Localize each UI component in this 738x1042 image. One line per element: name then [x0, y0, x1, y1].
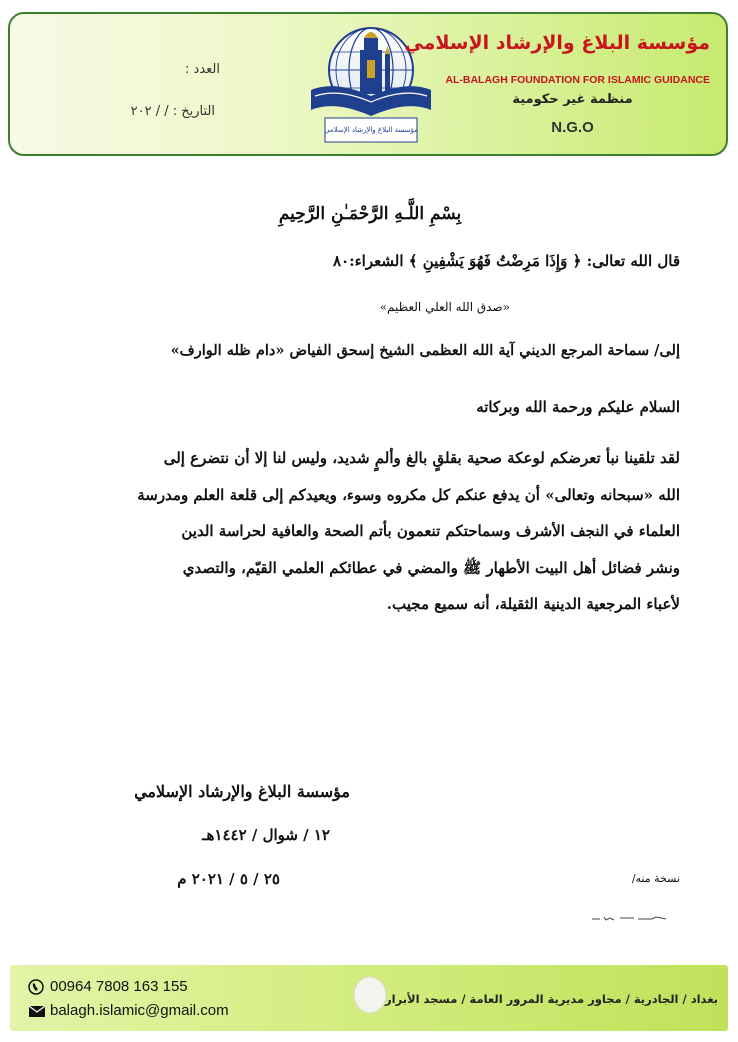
phone-contact — [28, 978, 188, 995]
org-name-arabic: مؤسسة البلاغ والإرشاد الإسلامي — [404, 32, 710, 54]
ngo-english: N.G.O — [551, 119, 594, 136]
date-label: التاريخ : / / ٢٠٢ — [130, 104, 215, 119]
phone-number: 00964 7808 163 155 — [50, 978, 188, 995]
envelope-icon — [28, 1003, 46, 1019]
basmala: بِسْمِ اللَّـهِ الرَّحْمَـٰنِ الرَّحِيمِ — [278, 204, 462, 224]
org-name-english: AL-BALAGH FOUNDATION FOR ISLAMIC GUIDANCE — [445, 74, 710, 86]
paragraph-line: لقد تلقينا نبأ تعرضكم لوعكة صحية بقلقٍ بالغ وألمٍ شديد، وليس لنا إلا أن نتضرع إلى — [163, 449, 680, 467]
logo-caption: مؤسسة البلاغ والإرشاد الإسلامي — [324, 126, 418, 134]
recipient-line: إلى/ سماحة المرجع الديني آية الله العظمى الشيخ إسحق الفياض «دام ظله الوارف» — [170, 342, 680, 359]
sadaq-line: «صدق الله العلي العظيم» — [379, 300, 510, 314]
paragraph-line: لأعباء المرجعية الدينية الثقيلة، أنه سميع مجيب. — [386, 595, 680, 613]
phone-icon — [28, 979, 46, 995]
ngo-arabic: منظمة غير حكومية — [512, 92, 633, 107]
paragraph-line: ونشر فضائل أهل البيت الأطهار ﷺ والمضي في عطائكم العلمي القيّم، والتصدي — [182, 558, 680, 577]
copy-to-label: نسخة منه/ — [631, 872, 680, 885]
footer-address: بغداد / الجادرية / مجاور مديرية المرور العامة / مسجد الأبرار — [385, 992, 718, 1006]
letter-paragraph — [62, 440, 680, 623]
signature-org: مؤسسة البلاغ والإرشاد الإسلامي — [134, 782, 350, 801]
gregorian-date: ٢٥ / ٥ / ٢٠٢١ م — [177, 870, 280, 888]
email-address: balagh.islamic@gmail.com — [50, 1002, 229, 1019]
footer-emblem — [352, 975, 388, 1015]
issue-number-label: العدد : — [185, 62, 220, 77]
hijri-date: ١٢ / شوال / ١٤٤٢هـ — [202, 826, 330, 844]
quran-verse: قال الله تعالى: ﴿ وَإِذَا مَرِضْتُ فَهُوَ يَشْفِينِ ﴾ الشعراء:٨٠ — [332, 252, 680, 270]
greeting: السلام عليكم ورحمة الله وبركاته — [476, 398, 680, 416]
email-contact — [28, 1002, 229, 1019]
paragraph-line: الله «سبحانه وتعالى» أن يدفع عنكم كل مكروه وسوء، ويعيدكم إلى قلعة العلم ومدرسة — [137, 485, 680, 504]
paragraph-line: العلماء في النجف الأشرف وسماحتكم تنعمون بأتم الصحة والعافية لحراسة الدين — [181, 522, 680, 540]
copy-to-scribble — [590, 914, 668, 922]
